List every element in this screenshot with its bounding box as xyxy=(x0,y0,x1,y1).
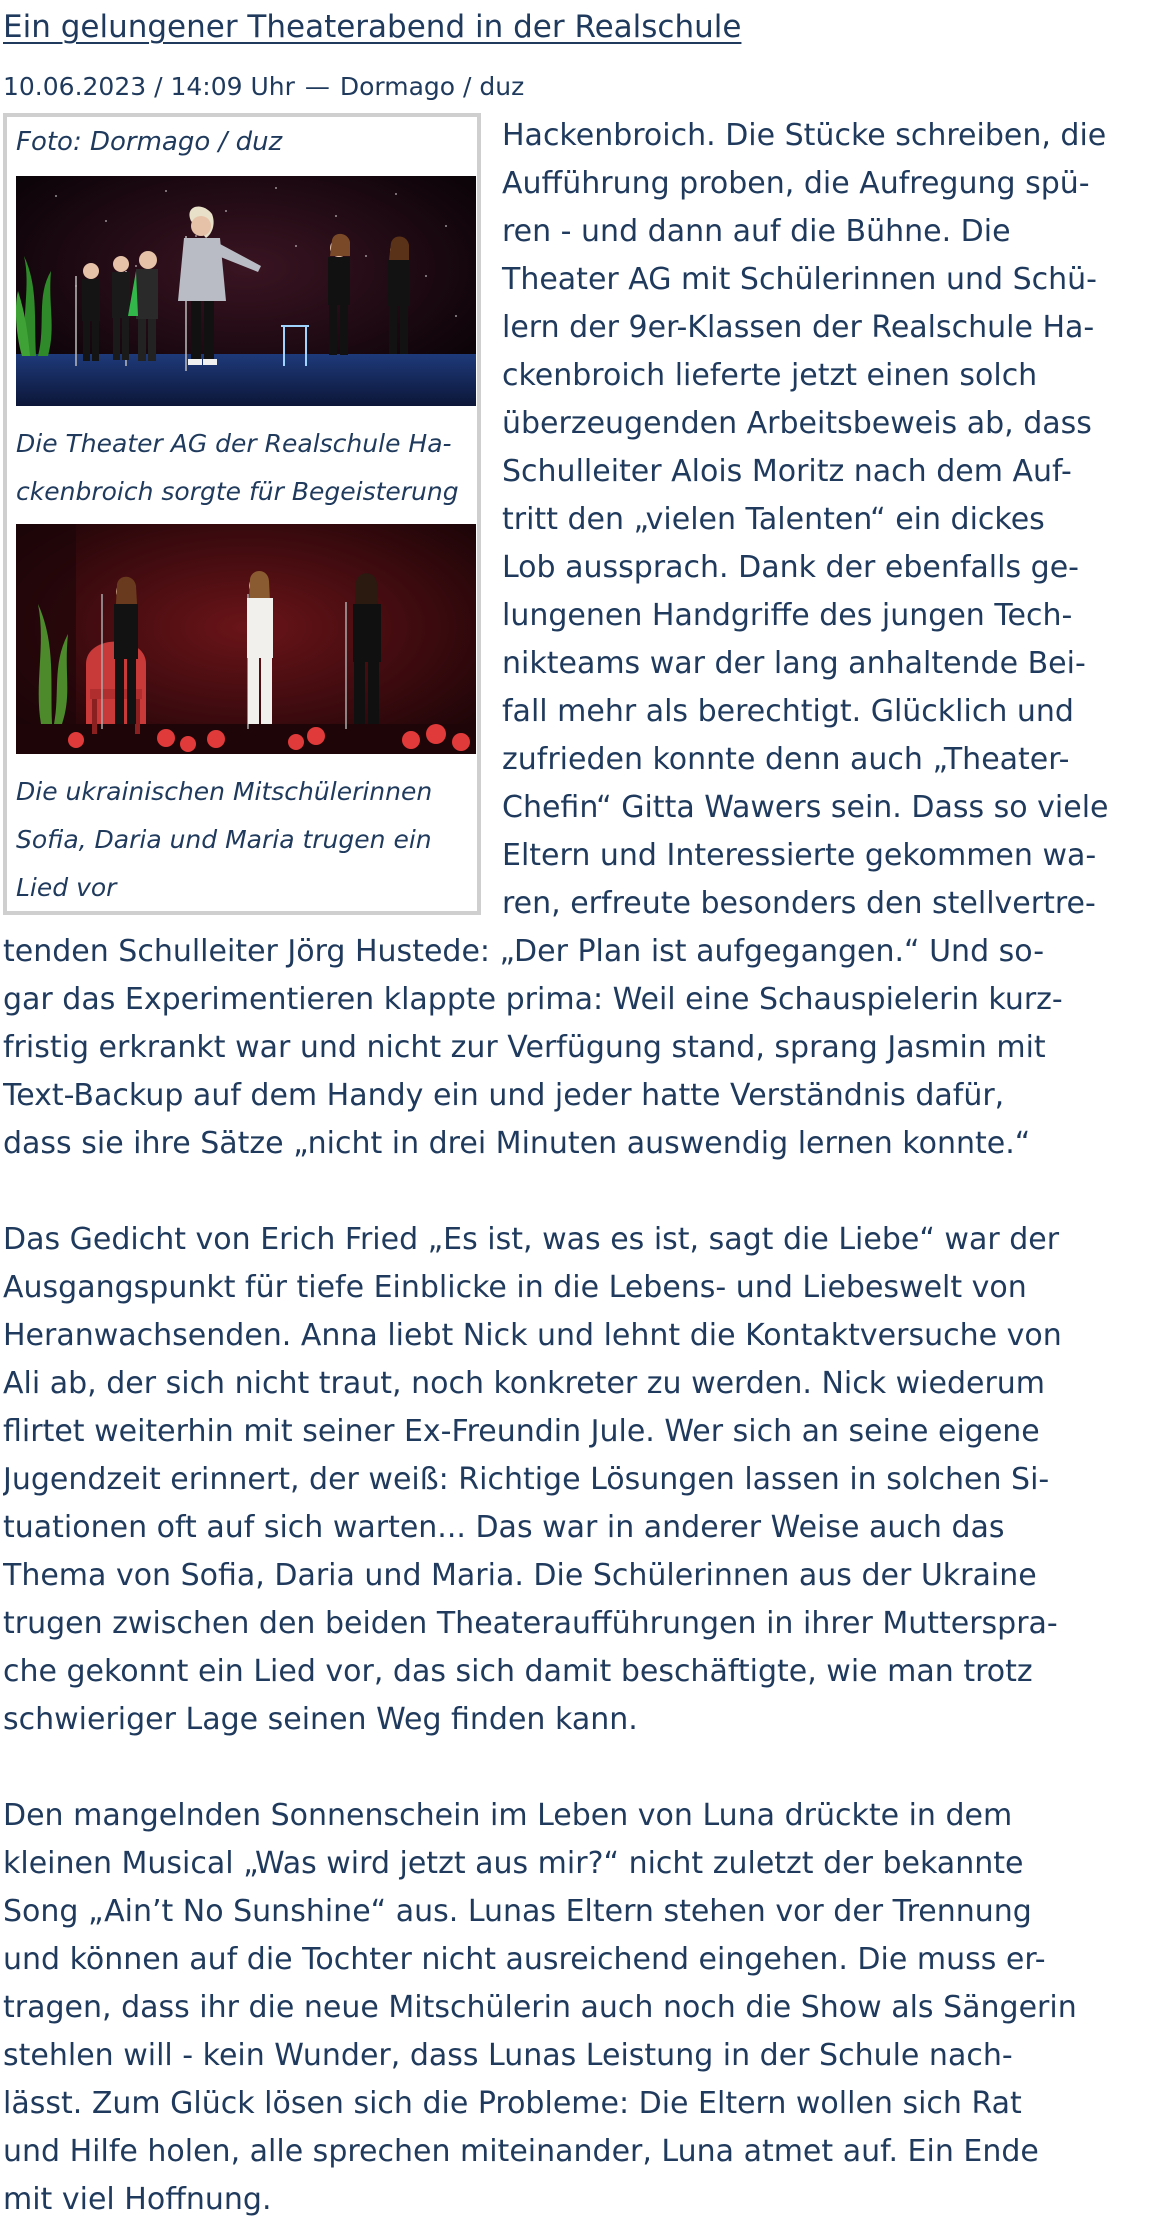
paragraph-line: Chefin“ Gitta Wawers sein. Dass so viele xyxy=(502,790,1109,825)
paragraph-line: tritt den „vielen Talenten“ ein dickes xyxy=(502,502,1045,537)
paragraph-line: tuationen oft auf sich warten... Das war in anderer Weise auch das xyxy=(3,1510,1005,1545)
paragraph-line: tenden Schulleiter Jörg Hustede: „Der Plan ist aufgegangen.“ Und so- xyxy=(3,934,1045,969)
paragraph-line: Jugendzeit erinnert, der weiß: Richtige Lösungen lassen in solchen Si- xyxy=(3,1462,1050,1497)
paragraph-line: Theater AG mit Schülerinnen und Schü- xyxy=(502,262,1097,297)
paragraph-line: dass sie ihre Sätze „nicht in drei Minuten auswendig lernen konnte.“ xyxy=(3,1126,1031,1161)
caption-line: ckenbroich sorgte für Begeisterung xyxy=(16,477,459,506)
paragraph-line: Aufführung proben, die Aufregung spü- xyxy=(502,166,1090,201)
article-paragraph-2 xyxy=(3,1216,1152,1744)
paragraph-line: kleinen Musical „Was wird jetzt aus mir?“ nicht zuletzt der bekannte xyxy=(3,1846,1024,1881)
paragraph-line: stehlen will - kein Wunder, dass Lunas Leistung in der Schule nach- xyxy=(3,2038,1013,2073)
article-paragraph-3 xyxy=(3,1792,1152,2224)
paragraph-line: Ausgangspunkt für tiefe Einblicke in die Lebens- und Liebeswelt von xyxy=(3,1270,1027,1305)
article-paragraph-1 xyxy=(3,112,1152,1168)
paragraph-line: nikteams war der lang anhaltende Bei- xyxy=(502,646,1086,681)
paragraph-line: schwieriger Lage seinen Weg finden kann. xyxy=(3,1702,638,1737)
paragraph-line: ckenbroich lieferte jetzt einen solch xyxy=(502,358,1038,393)
paragraph-line: Ali ab, der sich nicht traut, noch konkreter zu werden. Nick wiederum xyxy=(3,1366,1046,1401)
paragraph-line: Hackenbroich. Die Stücke schreiben, die xyxy=(502,118,1107,153)
meta-separator: — xyxy=(304,72,330,101)
paragraph-line: ren, erfreute besonders den stellvertre- xyxy=(502,886,1096,921)
paragraph-line: Das Gedicht von Erich Fried „Es ist, was es ist, sagt die Liebe“ war der xyxy=(3,1222,1060,1257)
caption-line: Lied vor xyxy=(16,873,117,902)
paragraph-line: gar das Experimentieren klappte prima: Weil eine Schauspielerin kurz- xyxy=(3,982,1063,1017)
paragraph-line: flirtet weiterhin mit seiner Ex-Freundin Jule. Wer sich an seine eigene xyxy=(3,1414,1040,1449)
article xyxy=(3,6,1152,104)
paragraph-line: Den mangelnden Sonnenschein im Leben von Luna drückte in dem xyxy=(3,1798,1013,1833)
paragraph-line: mit viel Hoffnung. xyxy=(3,2182,272,2217)
paragraph-line: Schulleiter Alois Moritz nach dem Auf- xyxy=(502,454,1072,489)
paragraph-line: tragen, dass ihr die neue Mitschülerin auch noch die Show als Sängerin xyxy=(3,1990,1077,2025)
paragraph-line: Song „Ain’t No Sunshine“ aus. Lunas Eltern stehen vor der Trennung xyxy=(3,1894,1032,1929)
article-body xyxy=(3,112,1152,2224)
paragraph-line: und Hilfe holen, alle sprechen miteinander, Luna atmet auf. Ein Ende xyxy=(3,2134,1039,2169)
paragraph-line: überzeugenden Arbeitsbeweis ab, dass xyxy=(502,406,1092,441)
paragraph-line: fall mehr als berechtigt. Glücklich und xyxy=(502,694,1074,729)
caption-line: Die Theater AG der Realschule Ha- xyxy=(16,429,452,458)
article-meta xyxy=(3,70,1152,104)
paragraph-gap xyxy=(3,1168,1152,1216)
caption-line: Sofia, Daria und Maria trugen ein xyxy=(16,825,432,854)
paragraph-line: zufrieden konnte denn auch „Theater- xyxy=(502,742,1070,777)
paragraph-line: lässt. Zum Glück lösen sich die Probleme: Die Eltern wollen sich Rat xyxy=(3,2086,1022,2121)
paragraph-line: und können auf die Tochter nicht ausreichend eingehen. Die muss er- xyxy=(3,1942,1046,1977)
paragraph-line: lungenen Handgriffe des jungen Tech- xyxy=(502,598,1073,633)
caption-line: Die ukrainischen Mitschülerinnen xyxy=(16,777,433,806)
article-source: Dormago / duz xyxy=(339,72,525,101)
paragraph-line: Heranwachsenden. Anna liebt Nick und lehnt die Kontaktversuche von xyxy=(3,1318,1062,1353)
paragraph-line: che gekonnt ein Lied vor, das sich damit beschäftigte, wie man trotz xyxy=(3,1654,1033,1689)
paragraph-line: lern der 9er-Klassen der Realschule Ha- xyxy=(502,310,1095,345)
paragraph-line: Eltern und Interessierte gekommen wa- xyxy=(502,838,1097,873)
paragraph-line: Lob aussprach. Dank der ebenfalls ge- xyxy=(502,550,1079,585)
paragraph-line: fristig erkrankt war und nicht zur Verfügung stand, sprang Jasmin mit xyxy=(3,1030,1046,1065)
paragraph-line: Text-Backup auf dem Handy ein und jeder hatte Verständnis dafür, xyxy=(3,1078,1005,1113)
paragraph-gap xyxy=(3,1744,1152,1792)
paragraph-line: Thema von Sofia, Daria und Maria. Die Schülerinnen aus der Ukraine xyxy=(3,1558,1037,1593)
article-date: 10.06.2023 / 14:09 Uhr xyxy=(3,72,295,101)
paragraph-line: trugen zwischen den beiden Theateraufführungen in ihrer Mutterspra- xyxy=(3,1606,1058,1641)
paragraph-line: ren - und dann auf die Bühne. Die xyxy=(502,214,1011,249)
article-title-link[interactable]: Ein gelungener Theaterabend in der Realschule xyxy=(3,9,742,45)
photo-credit: Foto: Dormago / duz xyxy=(16,127,283,157)
